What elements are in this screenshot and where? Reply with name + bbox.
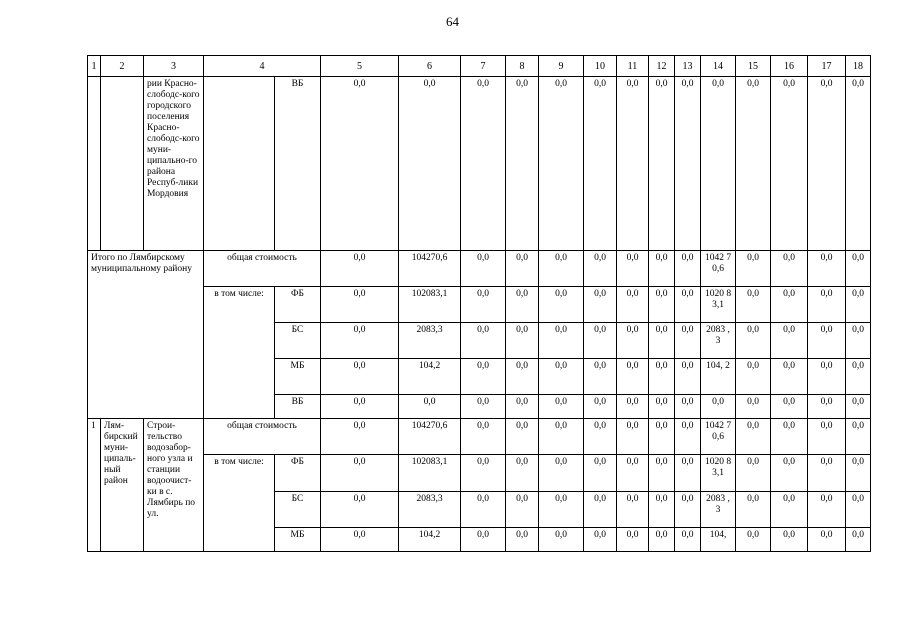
value-cell-col-12: 0,0	[649, 77, 675, 251]
column-header-1: 1	[88, 56, 101, 77]
including-label: в том числе:	[204, 287, 275, 419]
value-cell-col-17: 0,0	[808, 251, 846, 287]
value-cell-col-10: 0,0	[584, 528, 617, 552]
value-cell-col-14: 1042 70,6	[701, 251, 736, 287]
value-cell-col-11: 0,0	[617, 528, 649, 552]
value-cell-col-8: 0,0	[506, 359, 539, 395]
total-row	[88, 287, 871, 323]
value-cell-col-10: 0,0	[584, 455, 617, 492]
value-cell-col-12: 0,0	[649, 492, 675, 528]
value-cell-col-16: 0,0	[771, 395, 808, 419]
value-cell-col-7: 0,0	[461, 528, 506, 552]
column-header-5: 5	[321, 56, 399, 77]
value-cell-col-18: 0,0	[846, 492, 871, 528]
column-header-11: 11	[617, 56, 649, 77]
value-cell-col-8: 0,0	[506, 251, 539, 287]
value-cell-col-7: 0,0	[461, 455, 506, 492]
funding-source-cell: МБ	[275, 528, 321, 552]
value-cell-col-9: 0,0	[539, 287, 584, 323]
value-cell-col-16: 0,0	[771, 359, 808, 395]
column-header-18: 18	[846, 56, 871, 77]
value-cell-col-14: 1020 83,1	[701, 455, 736, 492]
value-cell-col-12: 0,0	[649, 323, 675, 359]
value-cell-col-7: 0,0	[461, 395, 506, 419]
column-header-13: 13	[675, 56, 701, 77]
value-cell-col-15: 0,0	[736, 287, 771, 323]
value-cell-col-9: 0,0	[539, 528, 584, 552]
value-cell-col-5: 0,0	[321, 528, 399, 552]
value-cell-col-17: 0,0	[808, 287, 846, 323]
value-cell-col-13: 0,0	[675, 287, 701, 323]
value-cell-col-13: 0,0	[675, 251, 701, 287]
value-cell-col-18: 0,0	[846, 77, 871, 251]
value-cell-col-7: 0,0	[461, 287, 506, 323]
value-cell-col-13: 0,0	[675, 395, 701, 419]
value-cell-col-13: 0,0	[675, 359, 701, 395]
header-row	[88, 56, 871, 77]
value-cell-col-15: 0,0	[736, 455, 771, 492]
continuation-row	[88, 77, 871, 251]
value-cell-col-13: 0,0	[675, 528, 701, 552]
column-header-10: 10	[584, 56, 617, 77]
value-cell-col-12: 0,0	[649, 395, 675, 419]
column-header-9: 9	[539, 56, 584, 77]
value-cell-col-11: 0,0	[617, 455, 649, 492]
value-cell-col-6: 104,2	[399, 359, 461, 395]
value-cell-col-17: 0,0	[808, 492, 846, 528]
value-cell-col-5: 0,0	[321, 251, 399, 287]
value-cell-col-7: 0,0	[461, 419, 506, 455]
value-cell-col-16: 0,0	[771, 287, 808, 323]
value-cell-col-7: 0,0	[461, 77, 506, 251]
value-cell-col-15: 0,0	[736, 528, 771, 552]
column-header-3: 3	[144, 56, 204, 77]
value-cell-col-12: 0,0	[649, 287, 675, 323]
value-cell-col-14: 1020 83,1	[701, 287, 736, 323]
col4-sub-cell	[204, 77, 275, 251]
col1-cell	[88, 77, 101, 251]
value-cell-col-7: 0,0	[461, 359, 506, 395]
value-cell-col-7: 0,0	[461, 492, 506, 528]
funding-source-cell: ВБ	[275, 395, 321, 419]
value-cell-col-6: 104,2	[399, 528, 461, 552]
value-cell-col-9: 0,0	[539, 323, 584, 359]
project-cost-label: общая стоимость	[204, 419, 321, 455]
project-name-cell: рии Красно-слободс-кого городского поселения Красно-слободс-кого муни-ципально-го района Респуб-лики Мордовия	[144, 77, 204, 251]
value-cell-col-8: 0,0	[506, 455, 539, 492]
value-cell-col-18: 0,0	[846, 359, 871, 395]
value-cell-col-14: 2083 ,3	[701, 323, 736, 359]
value-cell-col-9: 0,0	[539, 359, 584, 395]
value-cell-col-9: 0,0	[539, 419, 584, 455]
value-cell-col-16: 0,0	[771, 77, 808, 251]
column-header-15: 15	[736, 56, 771, 77]
value-cell-col-13: 0,0	[675, 77, 701, 251]
including-label: в том числе:	[204, 455, 275, 552]
total-cost-label: общая стоимость	[204, 251, 321, 287]
value-cell-col-11: 0,0	[617, 287, 649, 323]
value-cell-col-11: 0,0	[617, 77, 649, 251]
value-cell-col-9: 0,0	[539, 395, 584, 419]
value-cell-col-12: 0,0	[649, 528, 675, 552]
value-cell-col-6: 2083,3	[399, 492, 461, 528]
value-cell-col-16: 0,0	[771, 419, 808, 455]
value-cell-col-8: 0,0	[506, 419, 539, 455]
value-cell-col-10: 0,0	[584, 419, 617, 455]
value-cell-col-18: 0,0	[846, 323, 871, 359]
column-header-16: 16	[771, 56, 808, 77]
value-cell-col-12: 0,0	[649, 359, 675, 395]
value-cell-col-11: 0,0	[617, 395, 649, 419]
value-cell-col-15: 0,0	[736, 77, 771, 251]
value-cell-col-15: 0,0	[736, 492, 771, 528]
value-cell-col-15: 0,0	[736, 419, 771, 455]
value-cell-col-5: 0,0	[321, 77, 399, 251]
column-header-2: 2	[101, 56, 144, 77]
value-cell-col-8: 0,0	[506, 77, 539, 251]
total-label: Итого по Лямбирскому муниципальному району	[88, 251, 204, 419]
value-cell-col-6: 102083,1	[399, 287, 461, 323]
value-cell-col-14: 1042 70,6	[701, 419, 736, 455]
column-header-4: 4	[204, 56, 321, 77]
value-cell-col-10: 0,0	[584, 287, 617, 323]
project-number: 1	[88, 419, 101, 552]
value-cell-col-9: 0,0	[539, 251, 584, 287]
funding-source-cell: БС	[275, 323, 321, 359]
value-cell-col-18: 0,0	[846, 287, 871, 323]
total-row	[88, 251, 871, 287]
funding-source-cell: ВБ	[275, 77, 321, 251]
project-row	[88, 455, 871, 492]
value-cell-col-18: 0,0	[846, 419, 871, 455]
value-cell-col-17: 0,0	[808, 528, 846, 552]
value-cell-col-11: 0,0	[617, 251, 649, 287]
value-cell-col-10: 0,0	[584, 77, 617, 251]
value-cell-col-14: 104,	[701, 528, 736, 552]
column-header-12: 12	[649, 56, 675, 77]
value-cell-col-14: 2083 ,3	[701, 492, 736, 528]
value-cell-col-6: 102083,1	[399, 455, 461, 492]
column-header-14: 14	[701, 56, 736, 77]
project-row	[88, 419, 871, 455]
value-cell-col-10: 0,0	[584, 251, 617, 287]
value-cell-col-5: 0,0	[321, 492, 399, 528]
value-cell-col-13: 0,0	[675, 492, 701, 528]
value-cell-col-12: 0,0	[649, 251, 675, 287]
value-cell-col-10: 0,0	[584, 395, 617, 419]
value-cell-col-16: 0,0	[771, 455, 808, 492]
value-cell-col-9: 0,0	[539, 492, 584, 528]
value-cell-col-11: 0,0	[617, 323, 649, 359]
value-cell-col-5: 0,0	[321, 419, 399, 455]
value-cell-col-11: 0,0	[617, 492, 649, 528]
value-cell-col-12: 0,0	[649, 419, 675, 455]
value-cell-col-17: 0,0	[808, 359, 846, 395]
value-cell-col-11: 0,0	[617, 359, 649, 395]
value-cell-col-9: 0,0	[539, 77, 584, 251]
value-cell-col-6: 104270,6	[399, 419, 461, 455]
value-cell-col-18: 0,0	[846, 395, 871, 419]
column-header-6: 6	[399, 56, 461, 77]
value-cell-col-15: 0,0	[736, 251, 771, 287]
value-cell-col-15: 0,0	[736, 323, 771, 359]
value-cell-col-16: 0,0	[771, 323, 808, 359]
value-cell-col-7: 0,0	[461, 323, 506, 359]
column-header-17: 17	[808, 56, 846, 77]
value-cell-col-18: 0,0	[846, 455, 871, 492]
value-cell-col-6: 104270,6	[399, 251, 461, 287]
value-cell-col-13: 0,0	[675, 323, 701, 359]
value-cell-col-18: 0,0	[846, 528, 871, 552]
value-cell-col-17: 0,0	[808, 419, 846, 455]
column-header-7: 7	[461, 56, 506, 77]
value-cell-col-14: 104, 2	[701, 359, 736, 395]
value-cell-col-8: 0,0	[506, 395, 539, 419]
budget-table	[87, 55, 871, 552]
page-number: 64	[446, 14, 459, 29]
column-header-8: 8	[506, 56, 539, 77]
value-cell-col-11: 0,0	[617, 419, 649, 455]
value-cell-col-14: 0,0	[701, 395, 736, 419]
value-cell-col-10: 0,0	[584, 492, 617, 528]
value-cell-col-6: 0,0	[399, 395, 461, 419]
value-cell-col-17: 0,0	[808, 77, 846, 251]
value-cell-col-6: 0,0	[399, 77, 461, 251]
value-cell-col-6: 2083,3	[399, 323, 461, 359]
value-cell-col-8: 0,0	[506, 287, 539, 323]
project-name: Строи-тельство водозабор-ного узла и станции водоочист-ки в с. Лямбирь по ул.	[144, 419, 204, 552]
value-cell-col-16: 0,0	[771, 251, 808, 287]
value-cell-col-5: 0,0	[321, 359, 399, 395]
value-cell-col-18: 0,0	[846, 251, 871, 287]
value-cell-col-13: 0,0	[675, 419, 701, 455]
value-cell-col-8: 0,0	[506, 323, 539, 359]
value-cell-col-5: 0,0	[321, 323, 399, 359]
district-name: Лям-бирский муни-ципаль-ный район	[101, 419, 144, 552]
value-cell-col-12: 0,0	[649, 455, 675, 492]
value-cell-col-8: 0,0	[506, 492, 539, 528]
value-cell-col-10: 0,0	[584, 323, 617, 359]
value-cell-col-16: 0,0	[771, 528, 808, 552]
value-cell-col-17: 0,0	[808, 455, 846, 492]
value-cell-col-14: 0,0	[701, 77, 736, 251]
value-cell-col-8: 0,0	[506, 528, 539, 552]
table-body	[88, 56, 871, 552]
value-cell-col-17: 0,0	[808, 323, 846, 359]
funding-source-cell: МБ	[275, 359, 321, 395]
value-cell-col-5: 0,0	[321, 287, 399, 323]
value-cell-col-9: 0,0	[539, 455, 584, 492]
value-cell-col-16: 0,0	[771, 492, 808, 528]
col2-cell	[101, 77, 144, 251]
value-cell-col-17: 0,0	[808, 395, 846, 419]
value-cell-col-5: 0,0	[321, 395, 399, 419]
value-cell-col-15: 0,0	[736, 395, 771, 419]
value-cell-col-7: 0,0	[461, 251, 506, 287]
value-cell-col-10: 0,0	[584, 359, 617, 395]
funding-source-cell: БС	[275, 492, 321, 528]
value-cell-col-13: 0,0	[675, 455, 701, 492]
funding-source-cell: ФБ	[275, 455, 321, 492]
value-cell-col-5: 0,0	[321, 455, 399, 492]
funding-source-cell: ФБ	[275, 287, 321, 323]
value-cell-col-15: 0,0	[736, 359, 771, 395]
